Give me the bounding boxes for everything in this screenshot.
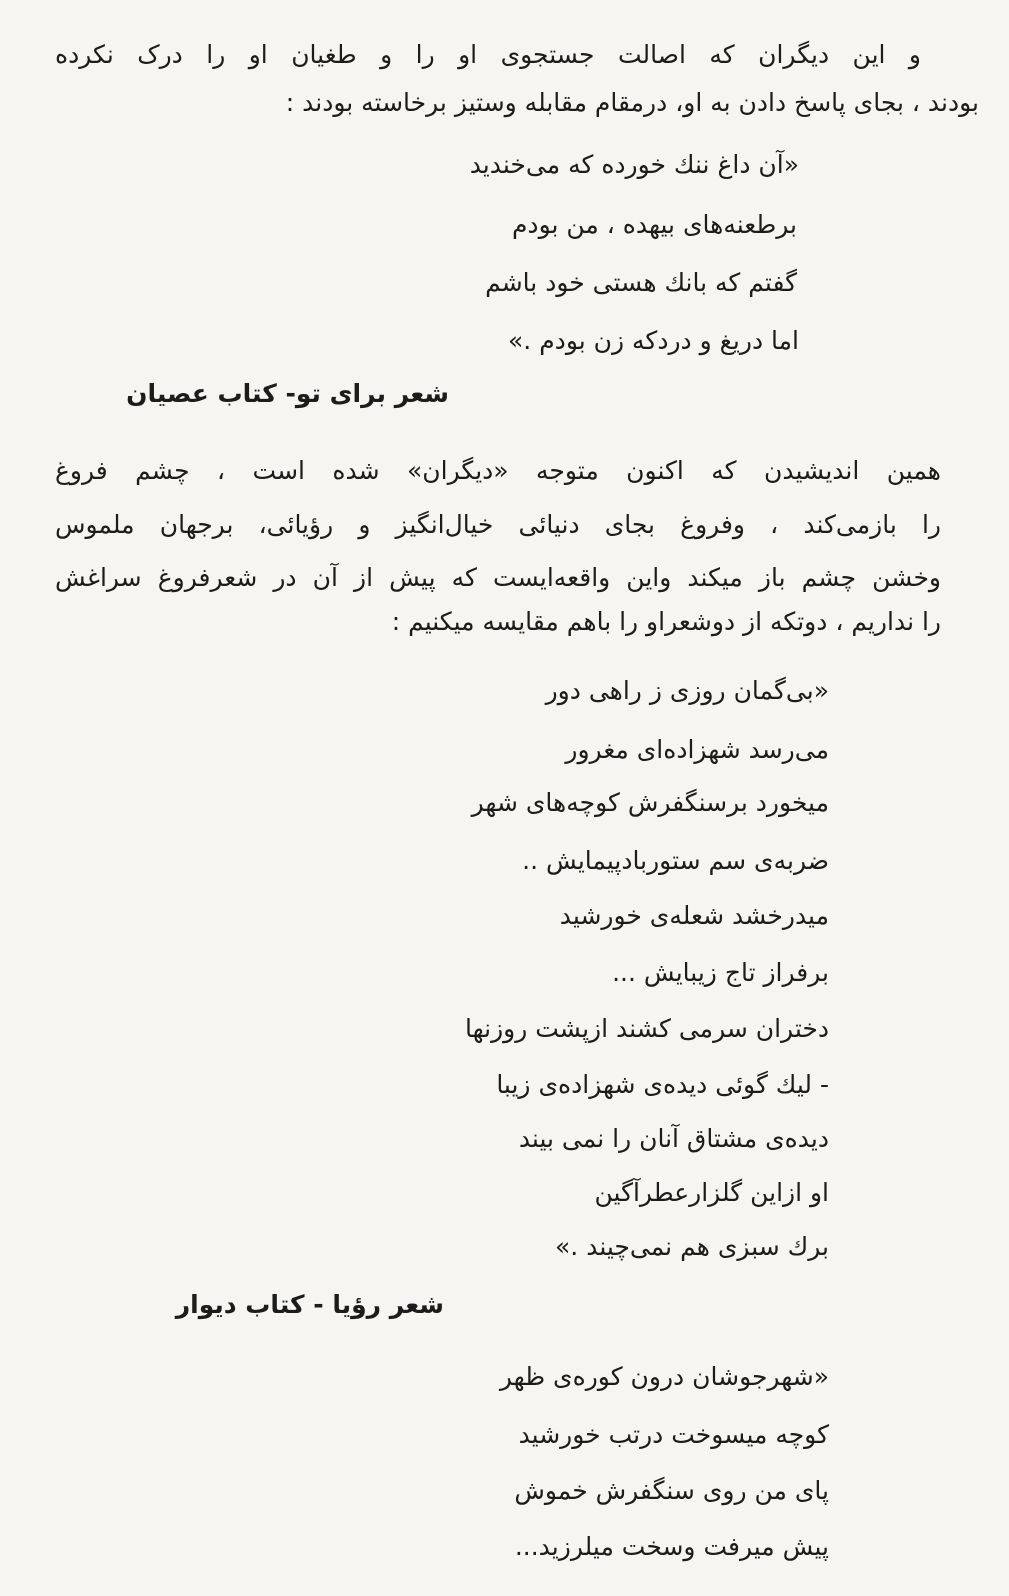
paragraph-line-4: را نداریم ، دوتکه از دوشعراو را باهم مقایسه میکنیم : (391, 607, 941, 636)
poem2-line-9: دیده‌ی مشتاق آنان را نمی بیند (518, 1124, 829, 1153)
poem3-line-3: پای من روی سنگفرش خموش (514, 1476, 829, 1505)
poem2-line-2: می‌رسد شهزاده‌ای مغرور (565, 735, 829, 764)
section-heading-2: شعر رؤیا - کتاب دیوار (175, 1290, 444, 1319)
poem2-line-11: برك سبزی هم نمی‌چیند .» (555, 1232, 829, 1261)
paragraph-line-2: را بازمی‌کند ، وفروغ بجای دنیائی خیال‌انگیز و رؤیائی، برجهان ملموس (55, 510, 941, 539)
poem3-line-2: کوچه میسوخت درتب خورشید (518, 1420, 829, 1449)
poem2-line-6: برفراز تاج زیبایش ... (612, 958, 829, 987)
poem2-line-7: دختران سرمی کشند ازپشت روزنها (464, 1014, 829, 1043)
paragraph-line-1: همین اندیشیدن که اکنون متوجه «دیگران» شده است ، چشم فروغ (55, 456, 941, 485)
intro-line-2: بودند ، بجای پاسخ دادن به او، درمقام مقابله وستیز برخاسته بودند : (285, 88, 979, 117)
poem1-line-4: اما دریغ و دردکه زن بودم .» (508, 326, 799, 355)
poem1-line-2: برطعنه‌های بیهده ، من بودم (511, 210, 797, 239)
poem2-line-5: میدرخشد شعله‌ی خورشید (559, 901, 829, 930)
poem2-line-8: - لیك گوئی دیده‌ی شهزاده‌ی زیبا (496, 1070, 829, 1099)
paragraph-line-3: وخشن چشم باز میکند واین واقعه‌ایست که پیش از آن در شعرفروغ سراغش (55, 563, 941, 592)
section-heading-1: شعر برای تو- کتاب عصیان (126, 379, 449, 408)
poem2-line-3: میخورد برسنگفرش کوچه‌های شهر (471, 788, 829, 817)
poem2-line-1: «بی‌گمان روزی ز راهی دور (545, 676, 829, 705)
poem2-line-4: ضربه‌ی سم ستوربادپیمایش .. (522, 846, 829, 875)
poem3-line-4: پیش میرفت وسخت میلرزید... (514, 1532, 829, 1561)
intro-line-1: و این دیگران که اصالت جستجوی او را و طغیان او را درک نکرده (55, 40, 921, 69)
poem2-line-10: او ازاین گلزارعطرآگین (594, 1178, 829, 1207)
poem1-line-3: گفتم که بانك هستی خود باشم (485, 268, 797, 297)
poem3-line-1: «شهرجوشان درون کوره‌ی ظهر (499, 1362, 829, 1391)
poem1-line-1: «آن داغ ننك خورده که می‌خندید (469, 150, 799, 179)
